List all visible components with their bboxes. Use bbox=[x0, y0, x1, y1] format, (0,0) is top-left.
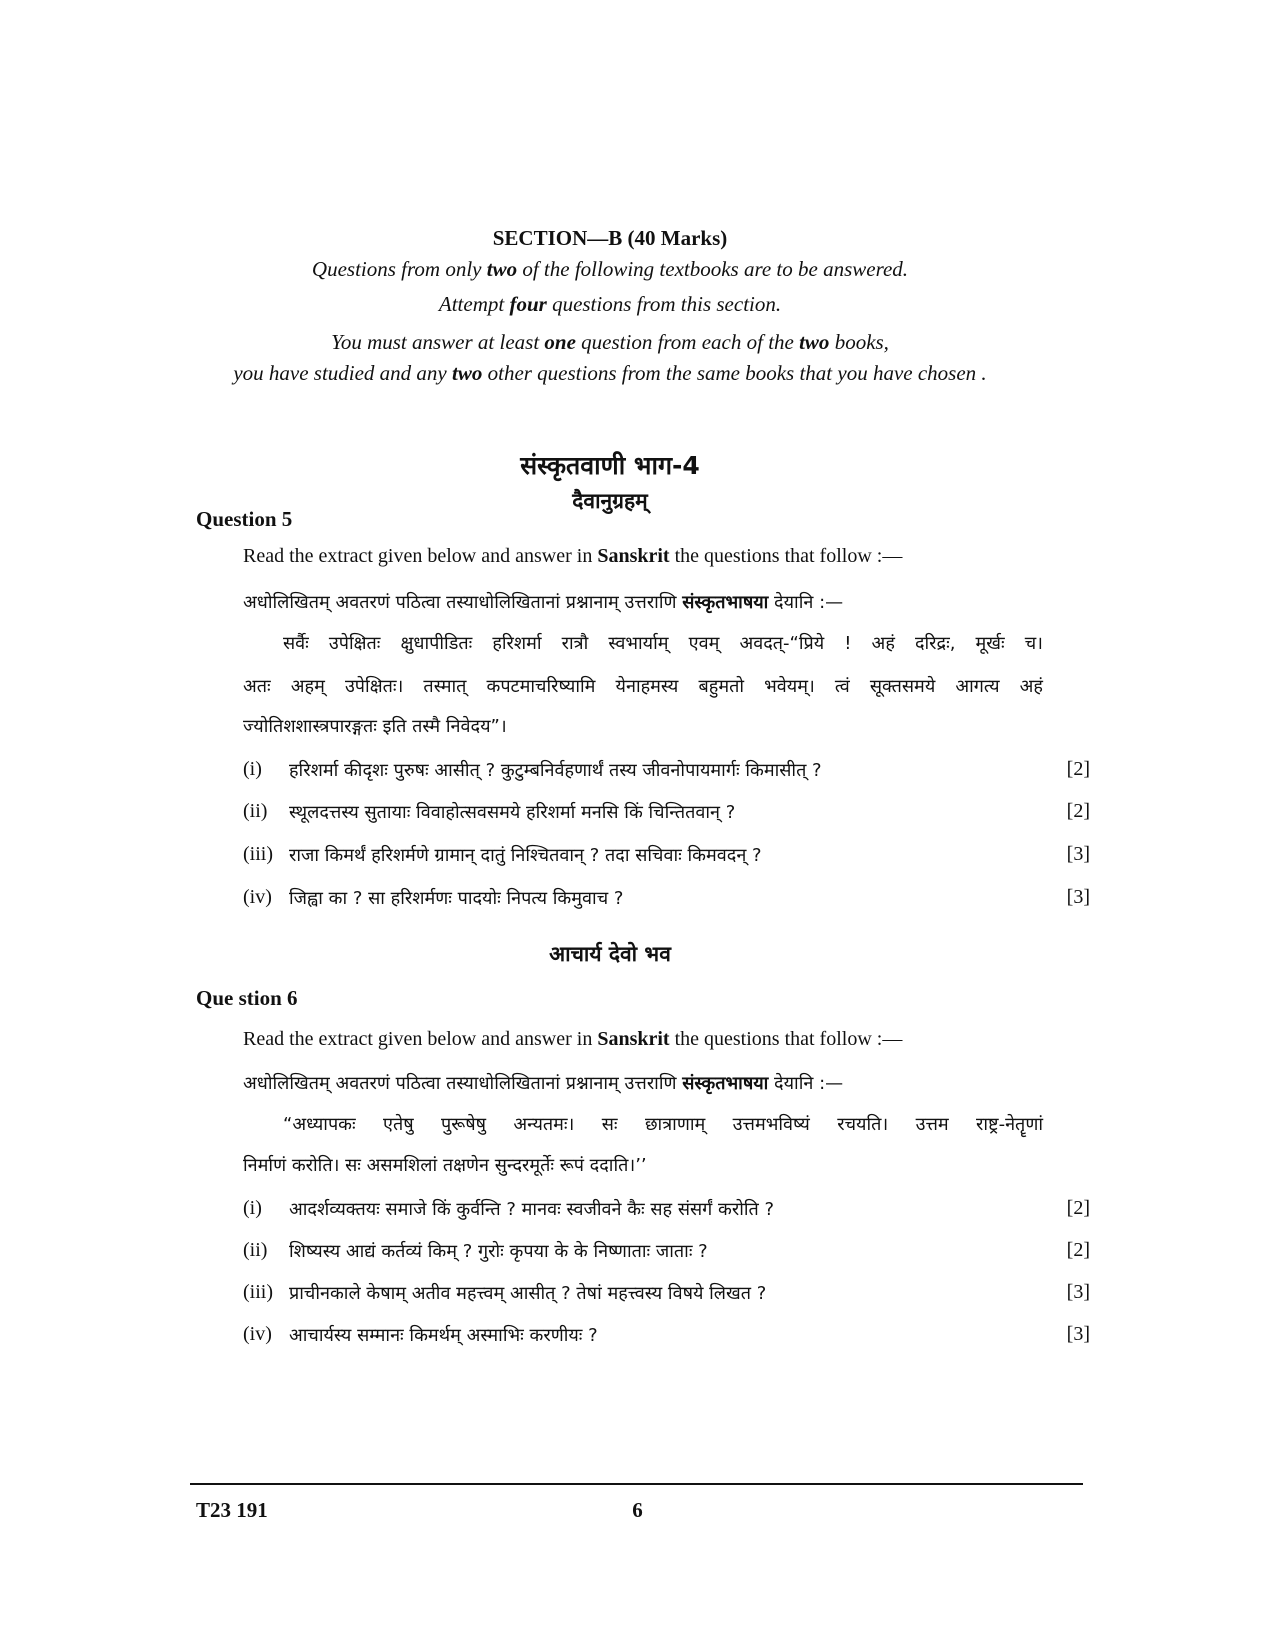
question-6-heading: Que stion 6 bbox=[196, 986, 298, 1010]
item-text: हरिशर्मा कीदृशः पुरुषः आसीत् ? कुटुम्बनिर्वहणार्थं तस्य जीवनोपायमार्गः किमासीत् ? bbox=[289, 760, 822, 781]
item-marks: [3] bbox=[1066, 886, 1090, 908]
question-5-heading: Question 5 bbox=[196, 507, 293, 531]
q5-item-4 bbox=[243, 886, 1090, 916]
item-number: (iii) bbox=[243, 843, 273, 865]
instruction-line-4: you have studied and any two other questions from the same books that you have chosen . bbox=[233, 361, 987, 385]
item-number: (ii) bbox=[243, 800, 268, 822]
item-marks: [3] bbox=[1066, 843, 1090, 865]
instruction-line-2: Attempt four questions from this section. bbox=[438, 292, 782, 316]
item-marks: [2] bbox=[1066, 758, 1090, 780]
item-number: (iv) bbox=[243, 1323, 272, 1345]
q6-item-2 bbox=[243, 1239, 1090, 1269]
q6-item-4 bbox=[243, 1323, 1090, 1353]
book-title: संस्कृतवाणी भाग-4 bbox=[520, 451, 700, 480]
q6-passage-line-1: “अध्यापकः एतेषु पुरूषेषु अन्यतमः। सः छात्राणाम् उत्तमभविष्यं रचयति। उत्तम राष्ट्र-नेतॄणां bbox=[283, 1114, 1043, 1135]
item-number: (iii) bbox=[243, 1281, 273, 1303]
q5-item-2 bbox=[243, 800, 1090, 830]
item-number: (ii) bbox=[243, 1239, 268, 1261]
item-number: (i) bbox=[243, 1197, 262, 1219]
item-number: (iv) bbox=[243, 886, 272, 908]
q6-instruction-english: Read the extract given below and answer in Sanskrit the questions that follow :— bbox=[243, 1028, 903, 1050]
item-marks: [2] bbox=[1066, 800, 1090, 822]
item-text: आचार्यस्य सम्मानः किमर्थम् अस्माभिः करणीयः ? bbox=[289, 1325, 598, 1346]
chapter-title-q5: दैवानुग्रहम् bbox=[572, 489, 648, 513]
q5-instruction-english: Read the extract given below and answer in Sanskrit the questions that follow :— bbox=[243, 545, 903, 567]
item-marks: [3] bbox=[1066, 1281, 1090, 1303]
q5-passage-line-3: ज्योतिशशास्त्रपारङ्गतः इति तस्मै निवेदय”। bbox=[243, 716, 507, 737]
instruction-line-3: You must answer at least one question from each of the two books, bbox=[331, 330, 889, 354]
instruction-line-1: Questions from only two of the following textbooks are to be answered. bbox=[311, 257, 909, 281]
q6-item-3 bbox=[243, 1281, 1090, 1311]
section-title: SECTION—B (40 Marks) bbox=[492, 226, 728, 250]
q6-instruction-sanskrit: अधोलिखितम् अवतरणं पठित्वा तस्याधोलिखितानां प्रश्नानाम् उत्तराणि संस्कृतभाषया देयानि :— bbox=[243, 1073, 844, 1094]
q5-item-3 bbox=[243, 843, 1090, 873]
item-marks: [2] bbox=[1066, 1239, 1090, 1261]
item-text: स्थूलदत्तस्य सुतायाः विवाहोत्सवसमये हरिशर्मा मनसि किं चिन्तितवान् ? bbox=[289, 802, 736, 823]
item-text: शिष्यस्य आद्यं कर्तव्यं किम् ? गुरोः कृपया के के निष्णाताः जाताः ? bbox=[289, 1241, 708, 1262]
item-text: राजा किमर्थं हरिशर्मणे ग्रामान् दातुं निश्चितवान् ? तदा सचिवाः किमवदन् ? bbox=[289, 845, 762, 866]
q5-item-1 bbox=[243, 758, 1090, 788]
q6-passage-line-2: निर्माणं करोति। सः असमशिलां तक्षणेन सुन्दरमूर्तेः रूपं ददाति।’’ bbox=[243, 1155, 647, 1176]
item-text: जिह्वा का ? सा हरिशर्मणः पादयोः निपत्य किमुवाच ? bbox=[289, 888, 624, 909]
q6-item-1 bbox=[243, 1197, 1090, 1227]
footer-divider bbox=[190, 1483, 1083, 1485]
page-number: 6 bbox=[632, 1498, 643, 1522]
q5-passage-line-2: अतः अहम् उपेक्षितः। तस्मात् कपटमाचरिष्यामि येनाहमस्य बहुमतो भवेयम्। त्वं सूक्तसमये आगत्य अहं bbox=[243, 676, 1043, 697]
paper-code: T23 191 bbox=[196, 1498, 268, 1522]
item-marks: [3] bbox=[1066, 1323, 1090, 1345]
item-marks: [2] bbox=[1066, 1197, 1090, 1219]
chapter-title-q6: आचार्य देवो भव bbox=[549, 942, 671, 966]
item-text: आदर्शव्यक्तयः समाजे किं कुर्वन्ति ? मानवः स्वजीवने कैः सह संसर्गं करोति ? bbox=[289, 1199, 775, 1220]
q5-passage-line-1: सर्वैः उपेक्षितः क्षुधापीडितः हरिशर्मा रात्रौ स्वभार्याम् एवम् अवदत्-“प्रिये ! अहं दरिद्रः, मूर्खः च। bbox=[283, 633, 1043, 654]
q5-instruction-sanskrit: अधोलिखितम् अवतरणं पठित्वा तस्याधोलिखितानां प्रश्नानाम् उत्तराणि संस्कृतभाषया देयानि :— bbox=[243, 592, 844, 613]
item-text: प्राचीनकाले केषाम् अतीव महत्त्वम् आसीत् ? तेषां महत्त्वस्य विषये लिखत ? bbox=[289, 1283, 767, 1304]
item-number: (i) bbox=[243, 758, 262, 780]
